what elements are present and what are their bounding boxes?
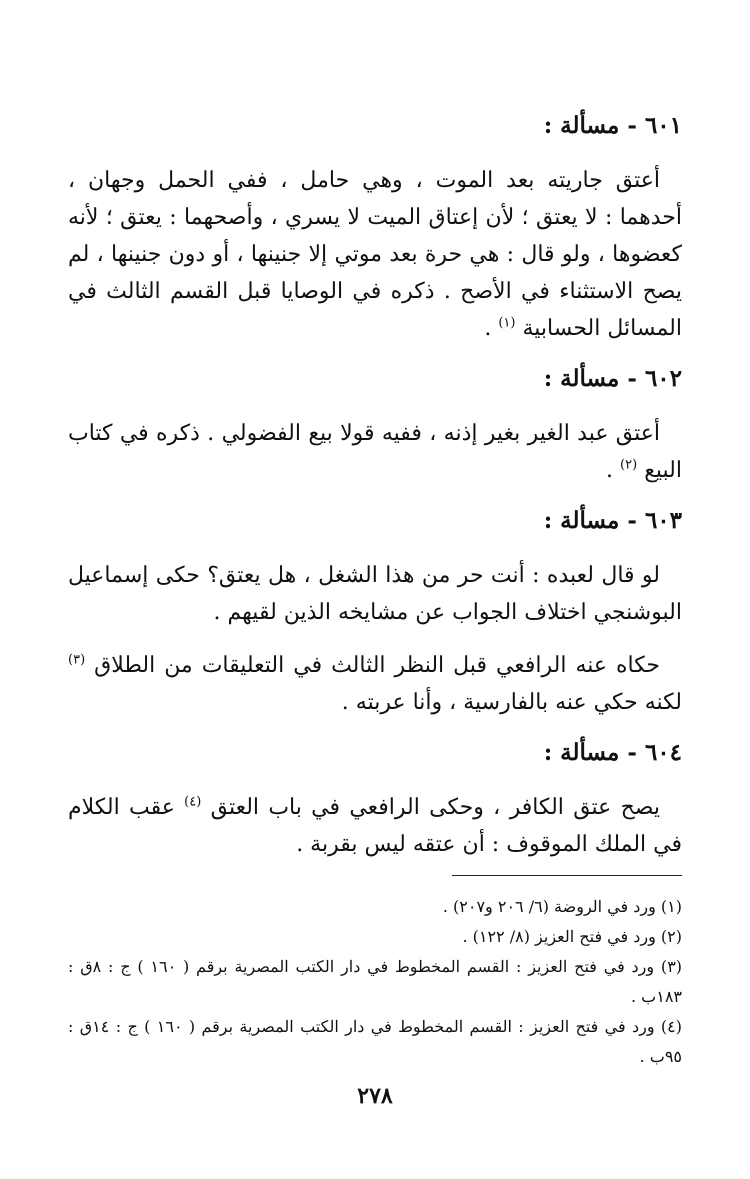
paragraph [68,789,682,863]
footnote-ref[interactable]: (١) [498,315,516,331]
paragraph-tail: . [484,316,499,341]
paragraph-text: لو قال لعبده : أنت حر من هذا الشغل ، هل يعتق؟ حكى إسماعيل البوشنجي اختلاف الجواب عن مشايخه الذين لقيهم . [68,563,682,625]
footnote-ref[interactable]: (٤) [184,794,202,810]
section-604 [68,737,682,863]
footnote-ref[interactable]: (٣) [68,652,86,668]
footnote: (٣) ورد في فتح العزيز : القسم المخطوط في دار الكتب المصرية برقم ( ١٦٠ ) ج : ٨ق : ١٨٣ب . [68,957,683,1006]
main-text [68,110,682,879]
paragraph-text: أعتق جاريته بعد الموت ، وهي حامل ، ففي الحمل وجهان ، أحدهما : لا يعتق ؛ لأن إعتاق الميت لا يسري ، وأصحهما : يعتق ؛ لأنه كعضوها ، ولو قال : هي حرة بعد موتي إلا جنينها ، أو دون جنينها ، لم يصح الاستثناء في الأصح . ذكره في الوصايا قبل القسم الثالث في المسائل الحسابية [68,168,682,341]
footnote: (٤) ورد في فتح العزيز : القسم المخطوط في دار الكتب المصرية برقم ( ١٦٠ ) ج : ١٤ق : ٩٥ب . [68,1017,683,1066]
paragraph [68,415,682,489]
section-602 [68,363,682,489]
footnote: (١) ورد في الروضة (٦/ ٢٠٦ و٢٠٧) . [442,897,682,916]
section-601 [68,110,682,347]
section-heading: ٦٠٣ - مسألة : [543,507,682,534]
section-heading: ٦٠٤ - مسألة : [543,739,682,766]
paragraph-text: يصح عتق الكافر ، وحكى الرافعي في باب العتق [210,795,661,820]
paragraph [68,162,682,347]
page-number: ٢٧٨ [357,1083,393,1109]
footnotes [68,892,682,1072]
section-603 [68,505,682,721]
paragraph [68,557,682,631]
paragraph-text: أعتق عبد الغير بغير إذنه ، ففيه قولا بيع الفضولي . ذكره في كتاب البيع [68,421,682,483]
section-heading: ٦٠١ - مسألة : [543,112,682,139]
paragraph-tail: عقب الكلام في الملك الموقوف : أن عتقه ليس بقربة . [68,795,682,857]
footnote: (٢) ورد في فتح العزيز (٨/ ١٢٢) . [462,927,682,946]
footnote-divider [452,875,682,876]
paragraph-text: حكاه عنه الرافعي قبل النظر الثالث في التعليقات من الطلاق [94,653,661,678]
footnote-ref[interactable]: (٢) [620,457,638,473]
paragraph [68,647,682,721]
paragraph-tail: لكنه حكي عنه بالفارسية ، وأنا عربته . [341,690,682,715]
section-heading: ٦٠٢ - مسألة : [543,365,682,392]
paragraph-tail: . [606,458,621,483]
